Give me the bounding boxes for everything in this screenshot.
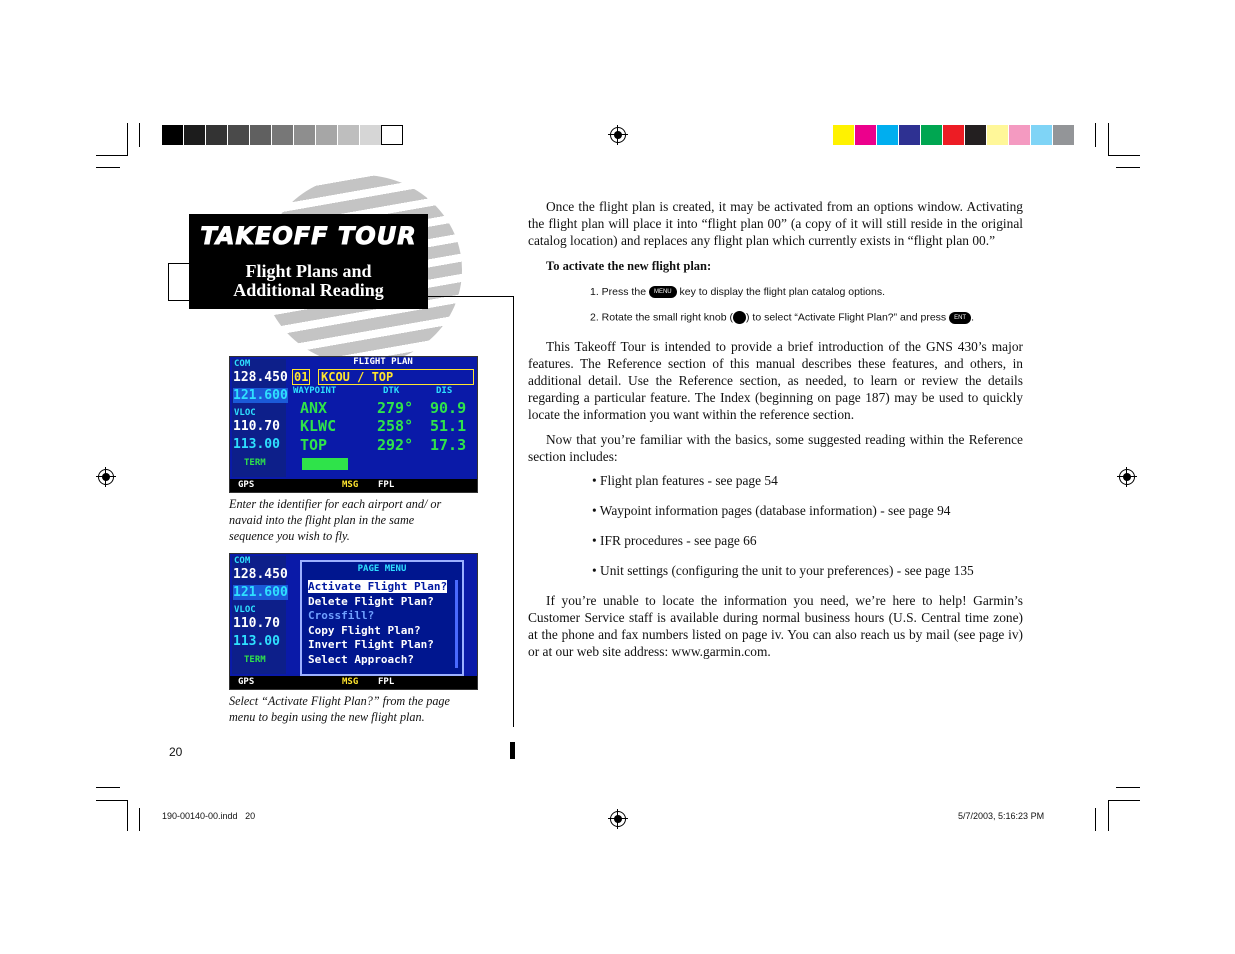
crop-mark bbox=[127, 800, 128, 831]
crop-mark bbox=[127, 123, 128, 156]
menu-scrollbar[interactable] bbox=[455, 580, 458, 668]
page-menu bbox=[300, 560, 464, 676]
vloc-label: VLOC bbox=[234, 408, 256, 418]
plan-name: KCOU / TOP bbox=[318, 369, 474, 385]
paragraph-takeoff-tour: This Takeoff Tour is intended to provide a brief introduction of the GNS 430’s major features. The Reference section of this manual describes these features, and others, in additional detail. Use the Reference section, as needed, to learn or review the details regarding a particular feature. The Index (beginning on page 187) may be used to quickly locate the information you want within the reference section. bbox=[528, 339, 1023, 422]
vloc-standby-freq: 113.00 bbox=[233, 437, 280, 452]
frame-line bbox=[168, 263, 191, 301]
paragraph-activate-intro: Once the flight plan is created, it may be activated from an options window. Activating the flight plan will place it into “flight plan 00” (a copy of it will still reside in the original catalog location) and replaces any flight plan which currently exists in “flight plan 00.” bbox=[528, 199, 1023, 248]
registration-mark-icon bbox=[610, 811, 626, 827]
steps-heading: To activate the new flight plan: bbox=[546, 259, 712, 273]
crop-mark bbox=[139, 123, 140, 147]
vloc-active-freq: 110.70 bbox=[233, 419, 280, 434]
ent-key-icon: ENT bbox=[949, 312, 971, 324]
crop-mark bbox=[96, 787, 120, 788]
section-header bbox=[189, 214, 428, 309]
crop-mark bbox=[96, 155, 128, 156]
page-number: 20 bbox=[169, 745, 183, 759]
term-label: TERM bbox=[244, 458, 266, 468]
col-dtk: DTK bbox=[383, 386, 400, 396]
com-active-freq: 128.450 bbox=[233, 370, 288, 385]
crop-mark bbox=[1108, 800, 1109, 831]
table-row: TOP bbox=[300, 436, 328, 454]
crop-mark bbox=[96, 167, 120, 168]
crop-mark bbox=[1108, 123, 1109, 156]
com-label: COM bbox=[234, 359, 251, 369]
crop-mark bbox=[1095, 808, 1096, 831]
registration-mark-icon bbox=[1119, 469, 1135, 485]
crop-mark bbox=[1116, 787, 1140, 788]
fpl-label: FPL bbox=[378, 480, 395, 490]
menu-item-activate-flight-plan[interactable]: Activate Flight Plan? bbox=[308, 580, 448, 593]
paragraph-customer-service: If you’re unable to locate the information you need, we’re here to help! Garmin’s Customer Service staff is available during normal business hours (U.S. Central time zone) at the phone and fax numbers listed on page iv. You can also reach us by mail (see page iv) or at our web site address: www.garmin.com. bbox=[528, 593, 1023, 659]
menu-item-delete-flight-plan[interactable]: Delete Flight Plan? bbox=[308, 595, 434, 608]
page-marker bbox=[510, 742, 515, 759]
plan-number: 01 bbox=[294, 370, 309, 384]
registration-mark-icon bbox=[610, 127, 626, 143]
crop-mark bbox=[139, 808, 140, 831]
col-dis: DIS bbox=[436, 386, 453, 396]
section-subtitle: Flight Plans and Additional Reading bbox=[233, 261, 384, 300]
list-item: • Unit settings (configuring the unit to your preferences) - see page 135 bbox=[592, 563, 974, 578]
section-title: TAKEOFF TOUR bbox=[200, 222, 417, 250]
caption-screen1: Enter the identifier for each airport and/ or navaid into the flight plan in the same sequence you wish to fly. bbox=[229, 497, 442, 543]
new-waypoint-cursor bbox=[302, 458, 348, 470]
step-2: 2. Rotate the small right knob ( ) to select “Activate Flight Plan?” and press ENT . bbox=[590, 311, 975, 324]
crop-mark bbox=[1116, 167, 1140, 168]
status-bar bbox=[230, 479, 477, 492]
crop-mark bbox=[1108, 155, 1140, 156]
menu-title: PAGE MENU bbox=[357, 564, 407, 574]
com-standby-freq: 121.600 bbox=[233, 388, 288, 403]
registration-mark-icon bbox=[98, 469, 114, 485]
menu-item-invert-flight-plan[interactable]: Invert Flight Plan? bbox=[308, 638, 434, 651]
gps-label: GPS bbox=[238, 480, 255, 490]
screen-title: FLIGHT PLAN bbox=[353, 357, 413, 367]
menu-item-copy-flight-plan[interactable]: Copy Flight Plan? bbox=[308, 624, 421, 637]
paragraph-suggested-reading: Now that you’re familiar with the basics, some suggested reading within the Reference section includes: bbox=[528, 432, 1023, 464]
file-name: 190-00140-00.indd 20 bbox=[162, 811, 256, 821]
knob-icon bbox=[733, 311, 746, 324]
crop-mark bbox=[96, 800, 128, 801]
timestamp: 5/7/2003, 5:16:23 PM bbox=[958, 811, 1045, 821]
caption-screen2: Select “Activate Flight Plan?” from the page menu to begin using the new flight plan. bbox=[229, 694, 450, 724]
crop-mark bbox=[1108, 800, 1140, 801]
menu-item-crossfill[interactable]: Crossfill? bbox=[308, 609, 375, 622]
menu-key-icon: MENU bbox=[649, 286, 677, 298]
menu-item-select-approach[interactable]: Select Approach? bbox=[308, 653, 414, 666]
table-row: KLWC bbox=[300, 417, 337, 435]
list-item: • IFR procedures - see page 66 bbox=[592, 533, 757, 548]
table-row: ANX bbox=[300, 399, 328, 417]
col-waypoint: WAYPOINT bbox=[293, 386, 337, 396]
list-item: • Waypoint information pages (database information) - see page 94 bbox=[592, 503, 951, 518]
status-bar: GPS MSG FPL bbox=[230, 676, 477, 689]
step-1: 1. Press the MENU key to display the flight plan catalog options. bbox=[590, 286, 886, 298]
msg-label: MSG bbox=[342, 480, 359, 490]
page-menu-screen: COM 128.450 121.600 VLOC 110.70 113.00 TERM PAGE MENU Activate Flight Plan? Delete Flight Plan? Crossfill? Copy Flight Plan? Invert Flight Plan? Select Approach? GPS MSG FPL bbox=[229, 553, 478, 690]
crop-mark bbox=[1095, 123, 1096, 147]
flight-plan-screen: COM 128.450 121.600 VLOC 110.70 113.00 TERM FLIGHT PLAN 01 KCOU / TOP WAYPOINT DTK DIS ANX 279° 90.9 KLWC 258° 51.1 TOP 292° 17.3 GPS MSG FPL bbox=[229, 356, 478, 493]
list-item: • Flight plan features - see page 54 bbox=[592, 473, 778, 488]
